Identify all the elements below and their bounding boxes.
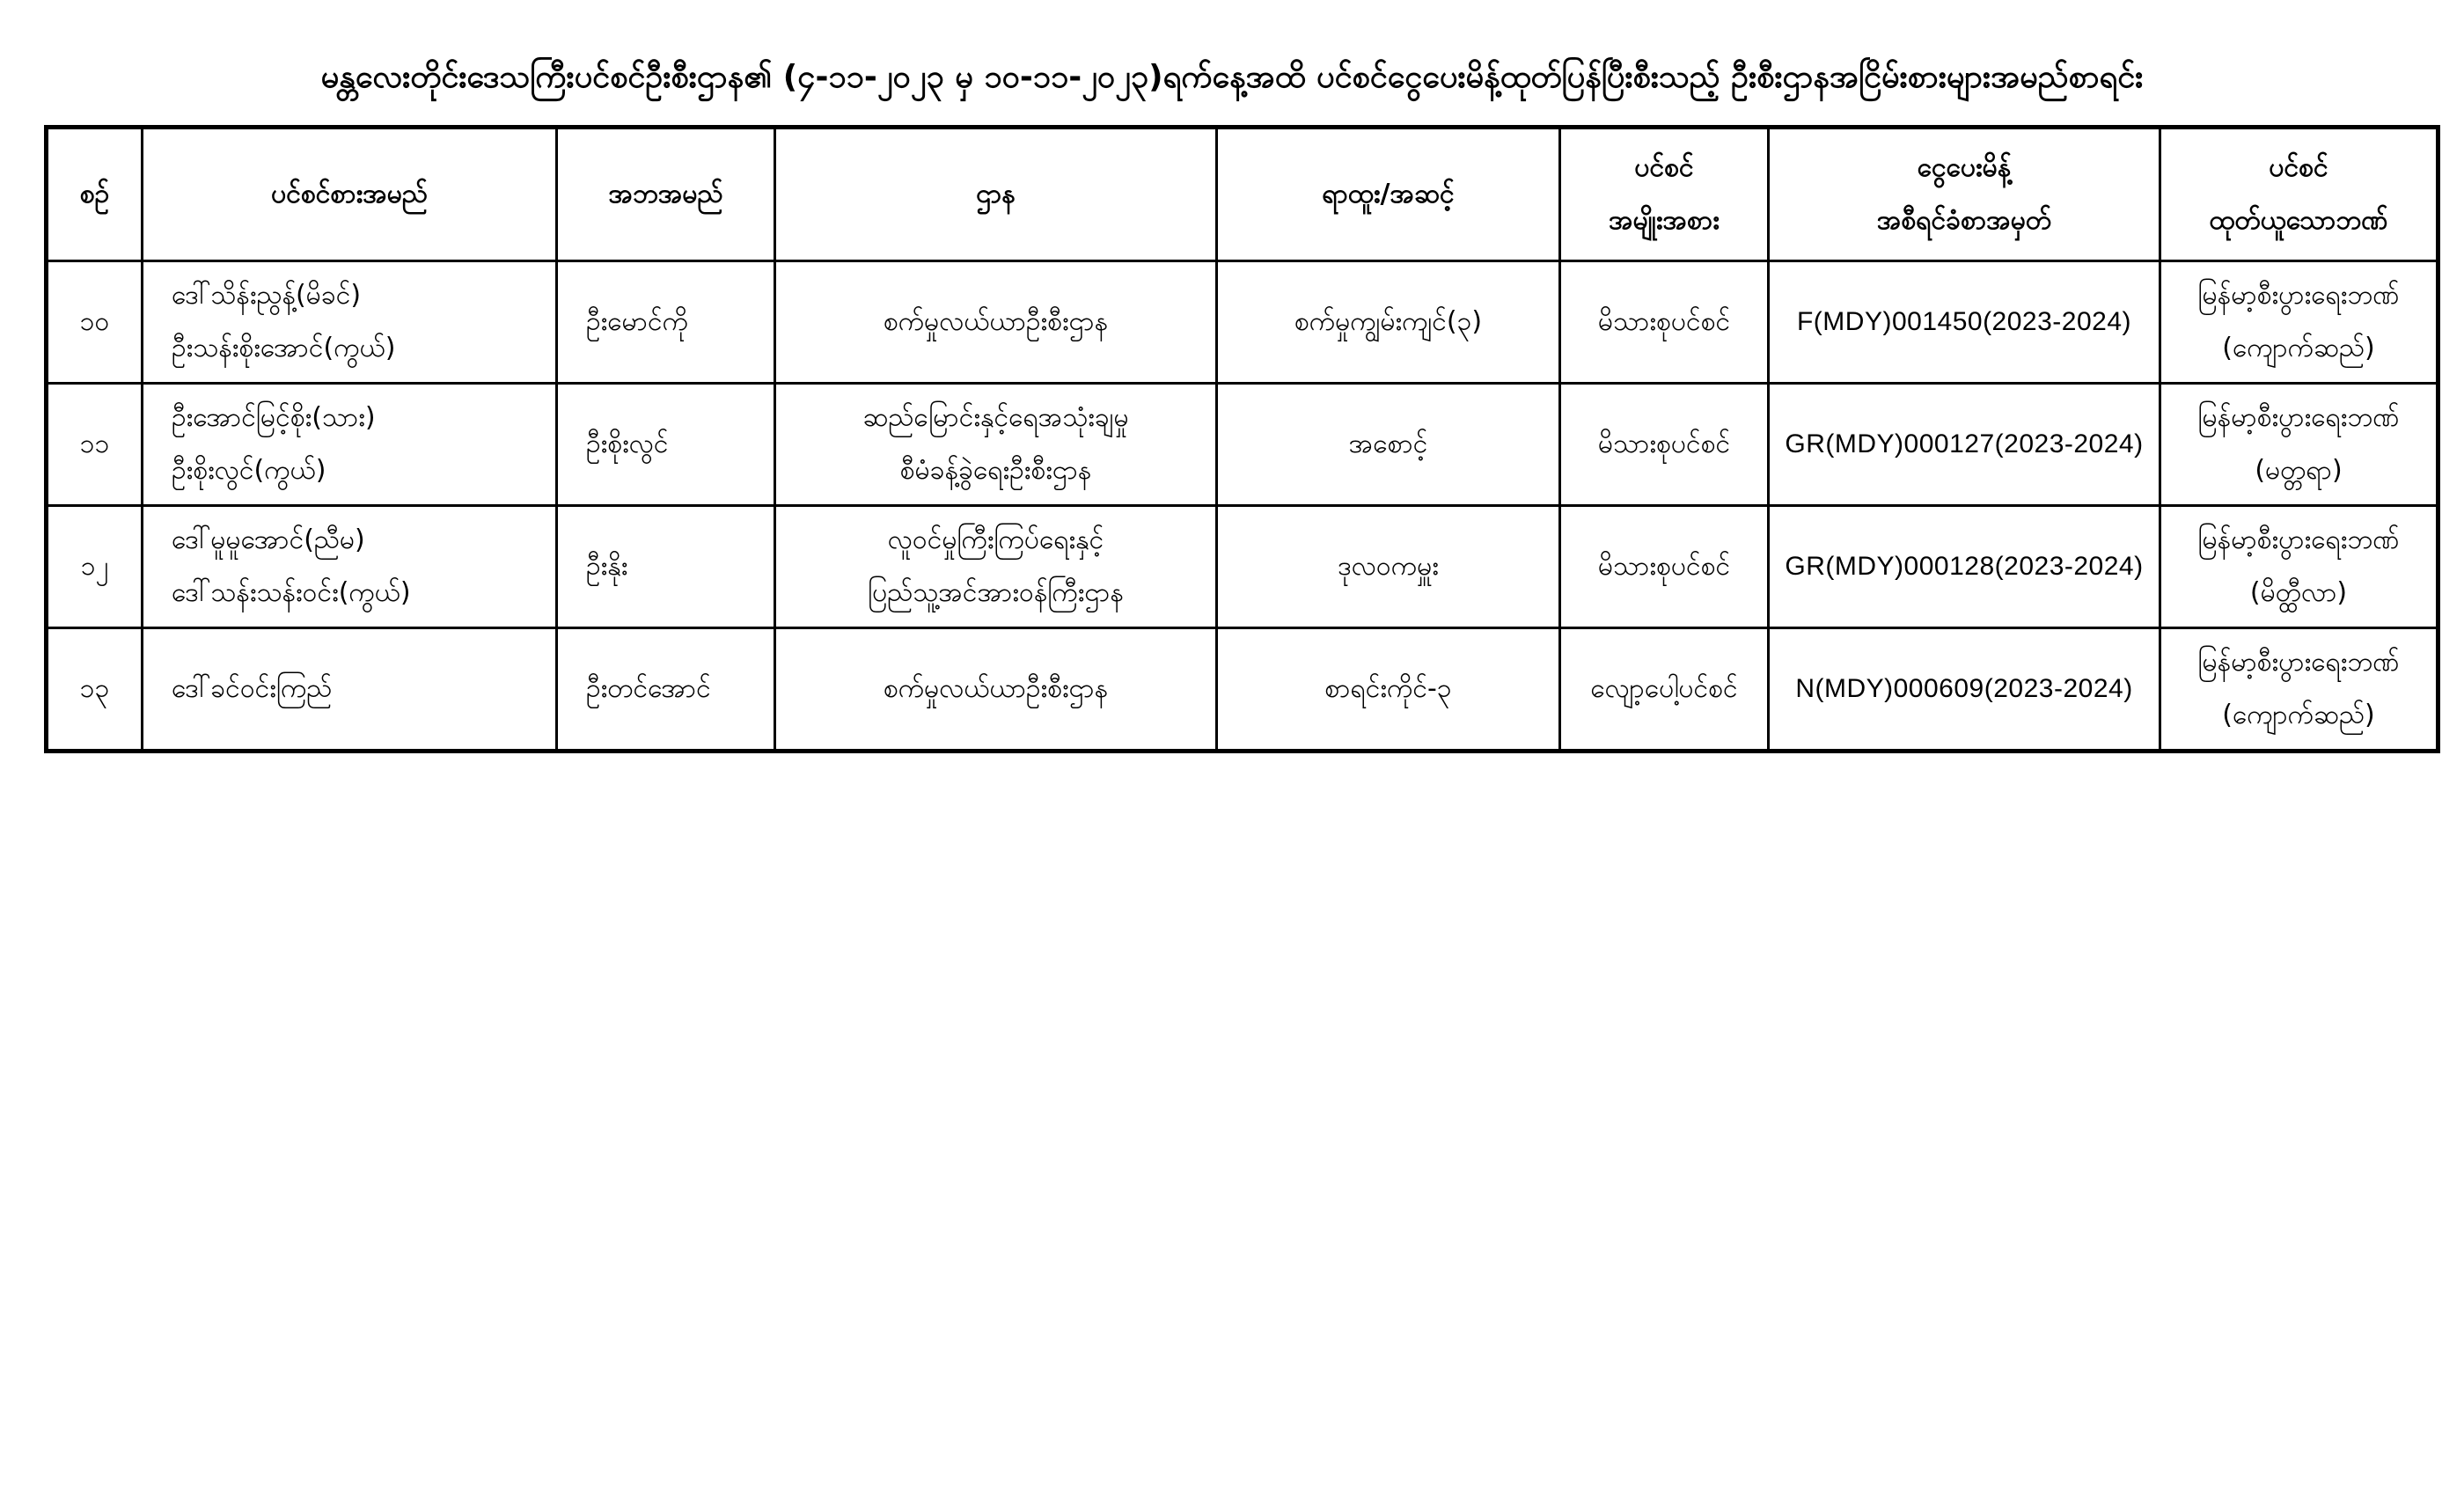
header-name: ပင်စင်စားအမည် [143,128,557,261]
header-bank: ပင်စင် ထုတ်ယူသောဘဏ် [2160,128,2438,261]
cell-bank: မြန်မာ့စီးပွားရေးဘဏ် (မိတ္ထီလာ) [2160,506,2438,628]
cell-name: ဒေါ်ခင်ဝင်းကြည် [143,628,557,752]
cell-name: ဒေါ်သိန်းညွန့်(မိခင်) ဦးသန်းစိုးအောင်(ကွယ်) [143,261,557,384]
table-row [47,506,2438,628]
table-header-row [47,128,2438,261]
cell-father: ဦးမောင်ကို [557,261,775,384]
table-row [47,628,2438,752]
cell-type: မိသားစုပင်စင် [1560,261,1769,384]
cell-rank: အစောင့် [1217,384,1560,506]
header-order-no: ငွေပေးမိန့် အစီရင်ခံစာအမှတ် [1769,128,2160,261]
cell-department: စက်မှုလယ်ယာဦးစီးဌာန [775,628,1217,752]
header-rank: ရာထူး/အဆင့် [1217,128,1560,261]
cell-department: လူဝင်မှုကြီးကြပ်ရေးနှင့် ပြည်သူ့အင်အားဝန်ကြီးဌာန [775,506,1217,628]
header-department: ဌာန [775,128,1217,261]
cell-rank: စာရင်းကိုင်-၃ [1217,628,1560,752]
cell-department: ဆည်မြောင်းနှင့်ရေအသုံးချမှု စီမံခန့်ခွဲရေးဦးစီးဌာန [775,384,1217,506]
cell-type: မိသားစုပင်စင် [1560,506,1769,628]
cell-father: ဦးတင်အောင် [557,628,775,752]
cell-father: ဦးစိုးလွင် [557,384,775,506]
pensioner-table [44,125,2440,753]
cell-bank: မြန်မာ့စီးပွားရေးဘဏ် (မတ္တရာ) [2160,384,2438,506]
cell-sr: ၁၂ [47,506,143,628]
cell-bank: မြန်မာ့စီးပွားရေးဘဏ် (ကျောက်ဆည်) [2160,261,2438,384]
table-row [47,261,2438,384]
cell-order-no: GR(MDY)000127(2023-2024) [1769,384,2160,506]
cell-rank: စက်မှုကျွမ်းကျင်(၃) [1217,261,1560,384]
header-father: အဘအမည် [557,128,775,261]
table-row [47,384,2438,506]
cell-type: မိသားစုပင်စင် [1560,384,1769,506]
cell-type: လျော့ပေါ့ပင်စင် [1560,628,1769,752]
cell-sr: ၁၃ [47,628,143,752]
cell-bank: မြန်မာ့စီးပွားရေးဘဏ် (ကျောက်ဆည်) [2160,628,2438,752]
header-sr: စဉ် [47,128,143,261]
cell-sr: ၁၀ [47,261,143,384]
header-type: ပင်စင် အမျိုးအစား [1560,128,1769,261]
cell-rank: ဒုလဝကမှူး [1217,506,1560,628]
cell-order-no: GR(MDY)000128(2023-2024) [1769,506,2160,628]
cell-order-no: F(MDY)001450(2023-2024) [1769,261,2160,384]
cell-order-no: N(MDY)000609(2023-2024) [1769,628,2160,752]
cell-name: ဦးအောင်မြင့်စိုး(သား) ဦးစိုးလွင်(ကွယ်) [143,384,557,506]
cell-sr: ၁၁ [47,384,143,506]
cell-department: စက်မှုလယ်ယာဦးစီးဌာန [775,261,1217,384]
cell-name: ဒေါ်မူမူအောင်(ညီမ) ဒေါ်သန်းသန်းဝင်း(ကွယ်) [143,506,557,628]
page-title: မန္တလေးတိုင်းဒေသကြီးပင်စင်ဦးစီးဌာန၏ (၄-၁၁-၂၀၂၃ မှ ၁၀-၁၁-၂၀၂၃)ရက်နေ့အထိ ပင်စင်ငွေပေးမိန့်ထုတ်ပြန်ပြီးစီးသည့် ဦးစီးဌာနအငြိမ်းစားများအမည်စာရင်း [320,59,2144,95]
cell-father: ဦးနိုး [557,506,775,628]
